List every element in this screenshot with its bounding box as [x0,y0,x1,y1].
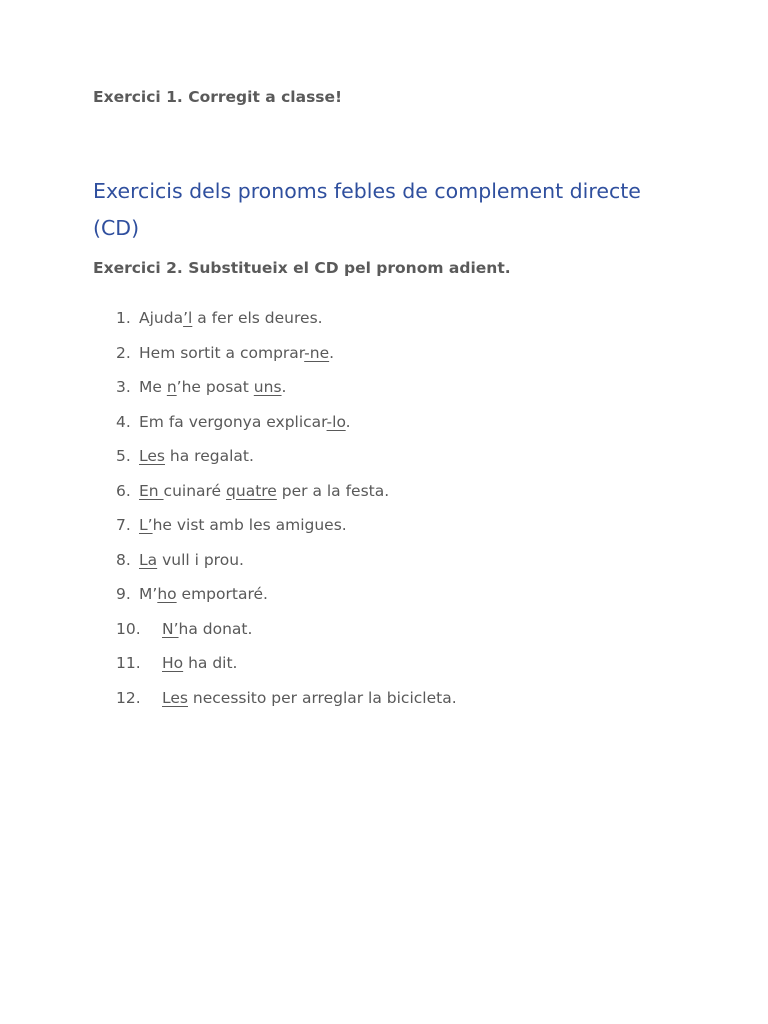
list-item-number: 8. [116,550,131,569]
list-item-number: 7. [116,516,131,534]
list-item-text [162,654,237,672]
list-item-number: 2. [116,343,131,362]
pronoun-underlined: ’l [183,309,193,327]
list-item-text [139,447,254,465]
list-item-text [139,309,323,327]
text-segment: ha dit. [183,654,238,672]
text-segment: vull i prou. [157,550,244,569]
list-item-number: 3. [116,378,131,396]
pronoun-underlined: Ho [162,654,184,672]
list-item-text [162,689,457,707]
text-segment: M’ [139,585,158,603]
list-item-number: 5. [116,447,131,465]
text-segment: . [329,343,335,362]
list-item-text [139,551,244,569]
text-segment: Me [139,378,167,396]
list-item-text [139,482,389,500]
text-segment: necessito per arreglar la bicicleta. [187,688,457,707]
text-segment: . [281,378,287,396]
list-item-number: 9. [116,585,131,603]
list-item-number: 6. [116,481,131,500]
text-segment: per a la festa. [276,481,390,500]
pronoun-underlined: Les [139,447,165,465]
document-page [93,0,693,1024]
pronoun-underlined: L’ [139,516,153,534]
list-item-number: 10. [116,619,141,638]
exercise-1-title: Exercici 1. Corregit a classe! [93,88,343,106]
text-segment: Hem sortit a comprar [139,343,305,362]
pronoun-underlined: -ne [304,343,330,362]
list-item-text [139,413,351,431]
text-segment: ha donat. [178,619,253,638]
exercise-2-title: Exercici 2. Substitueix el CD pel pronom adient. [93,259,511,277]
pronoun-underlined: La [139,550,158,569]
list-item-number: 4. [116,412,131,431]
text-segment: . [345,412,351,431]
list-item-text [139,585,268,603]
section-heading: Exercicis dels pronoms febles de complement directe (CD) [93,179,641,240]
pronoun-underlined: En [139,481,164,500]
pronoun-underlined: Les [162,688,188,707]
list-item-number: 1. [116,309,131,327]
text-segment: Ajuda [139,309,184,327]
list-item-number: 12. [116,688,141,707]
pronoun-underlined: n [166,378,177,396]
list-item-text [139,516,347,534]
text-segment: ha regalat. [164,447,254,465]
text-segment: Em fa vergonya explicar [139,412,327,431]
text-segment: a fer els deures. [192,309,323,327]
text-segment: cuinaré [163,481,227,500]
pronoun-underlined: N’ [162,619,179,638]
pronoun-underlined: ho [157,585,177,603]
text-segment: he vist amb les amigues. [152,516,347,534]
text-segment: ’he posat [176,378,254,396]
pronoun-underlined: quatre [226,481,277,500]
pronoun-underlined: uns [253,378,282,396]
text-segment: emportaré. [176,585,268,603]
pronoun-underlined: -lo [326,412,346,431]
list-item-text [162,620,252,638]
list-item-text [139,378,286,396]
list-item-number: 11. [116,654,141,672]
list-item-text [139,344,334,362]
